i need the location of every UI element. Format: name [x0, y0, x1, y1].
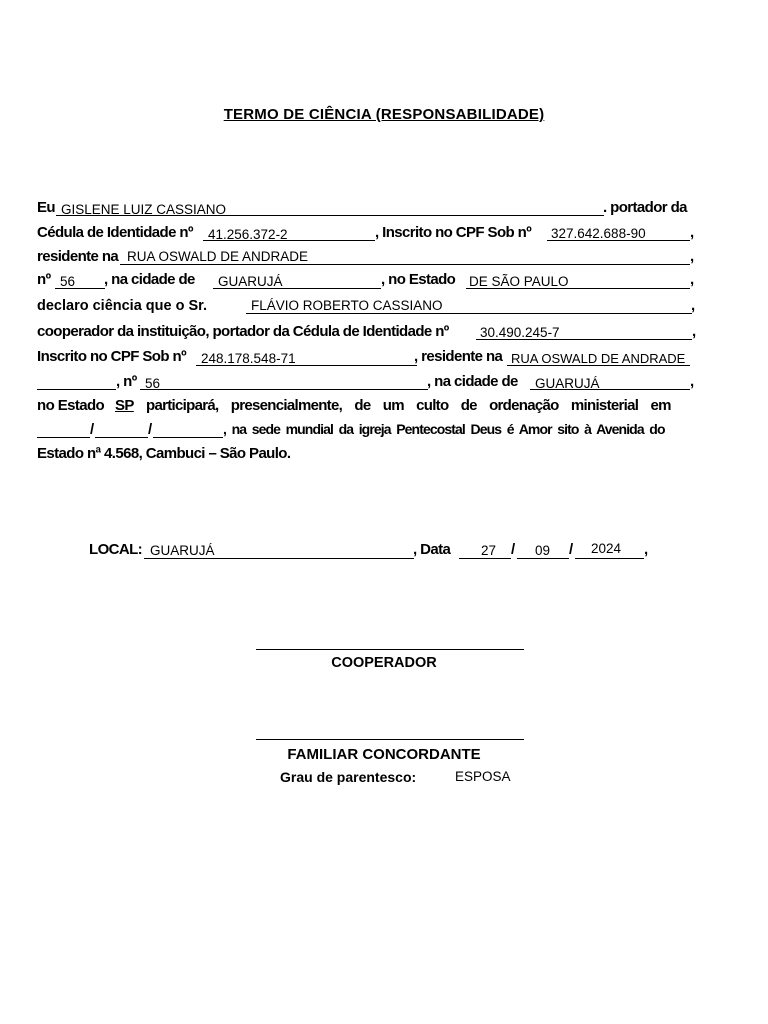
label-local: LOCAL: [89, 541, 143, 558]
label-estado-num: Estado nª 4.568, Cambuci – São Paulo. [37, 445, 291, 462]
label-estado: , no Estado [381, 271, 456, 288]
field-mes[interactable]: 09 [535, 543, 551, 558]
label-numero: nº [37, 271, 51, 288]
label-estado-2: no Estado [37, 397, 105, 414]
underline-sr-nome [246, 313, 692, 314]
slash: / [569, 541, 573, 558]
underline-sr-numero [140, 389, 428, 390]
label-participara: participará, presencialmente, de um culto de ordenação ministerial em [146, 397, 671, 414]
field-sr-estado: SP [115, 397, 134, 414]
label-cidade-2: , na cidade de [427, 373, 518, 390]
label-cooperador-inst: cooperador da instituição, portador da Cédula de Identidade nº [37, 323, 449, 340]
field-sr-endereco[interactable]: RUA OSWALD DE ANDRADE [511, 351, 686, 366]
underline-sr-endereco-cont [37, 389, 116, 390]
comma: , [691, 297, 695, 314]
date-slash-1: / [90, 421, 94, 438]
label-grau-parentesco: Grau de parentesco: [280, 769, 417, 785]
label-declaro: declaro ciência que o Sr. [37, 298, 208, 314]
label-residente-2: , residente na [414, 348, 503, 365]
signature-line-familiar[interactable] [256, 739, 524, 740]
field-cpf[interactable]: 327.642.688-90 [551, 226, 646, 241]
underline-data-ano [153, 437, 223, 438]
comma: , [690, 271, 694, 288]
label-cedula: Cédula de Identidade nº [37, 224, 193, 241]
field-local[interactable]: GUARUJÁ [150, 543, 215, 558]
field-estado[interactable]: DE SÃO PAULO [469, 274, 569, 289]
field-numero[interactable]: 56 [60, 274, 76, 289]
field-sr-cidade[interactable]: GUARUJÁ [535, 376, 600, 391]
label-residente: residente na [37, 248, 119, 265]
underline-data-dia [37, 437, 90, 438]
underline-data-mes [95, 437, 148, 438]
comma: , [690, 224, 694, 241]
field-rg[interactable]: 41.256.372-2 [208, 227, 288, 242]
field-sr-numero[interactable]: 56 [145, 376, 161, 391]
underline-endereco [120, 264, 690, 265]
signature-line-cooperador[interactable] [256, 649, 524, 650]
label-inscrito-cpf: , Inscrito no CPF Sob nº [375, 224, 532, 241]
field-parentesco[interactable]: ESPOSA [455, 769, 511, 784]
label-sede: , na sede mundial da igreja Pentecostal Deus é Amor sito à Avenida do [223, 421, 665, 437]
field-nome[interactable]: GISLENE LUIZ CASSIANO [61, 202, 227, 217]
field-sr-nome[interactable]: FLÁVIO ROBERTO CASSIANO [251, 298, 443, 313]
date-slash-2: / [148, 421, 152, 438]
underline-dia [459, 558, 511, 559]
label-inscrito-cpf-2: Inscrito no CPF Sob nº [37, 348, 186, 365]
label-familiar: FAMILIAR CONCORDANTE [287, 746, 481, 763]
document-title: TERMO DE CIÊNCIA (RESPONSABILIDADE) [223, 106, 545, 123]
field-ano[interactable]: 2024 [591, 541, 622, 556]
label-cidade: , na cidade de [104, 271, 195, 288]
comma: , [644, 541, 648, 558]
field-sr-rg[interactable]: 30.490.245-7 [480, 325, 560, 340]
field-sr-cpf[interactable]: 248.178.548-71 [201, 351, 296, 366]
underline-local [144, 558, 414, 559]
field-endereco[interactable]: RUA OSWALD DE ANDRADE [127, 249, 309, 264]
label-portador: . portador da [603, 199, 687, 216]
field-cidade[interactable]: GUARUJÁ [218, 274, 283, 289]
label-data: , Data [413, 541, 451, 558]
comma: , [692, 323, 696, 340]
label-eu: Eu [37, 199, 55, 216]
underline-ano [575, 558, 644, 559]
label-numero-2: , nº [116, 373, 137, 390]
comma: , [690, 248, 694, 265]
underline-mes [517, 558, 569, 559]
comma: , [690, 373, 694, 390]
field-dia[interactable]: 27 [481, 543, 497, 558]
slash: / [511, 541, 515, 558]
label-cooperador: COOPERADOR [331, 655, 437, 671]
